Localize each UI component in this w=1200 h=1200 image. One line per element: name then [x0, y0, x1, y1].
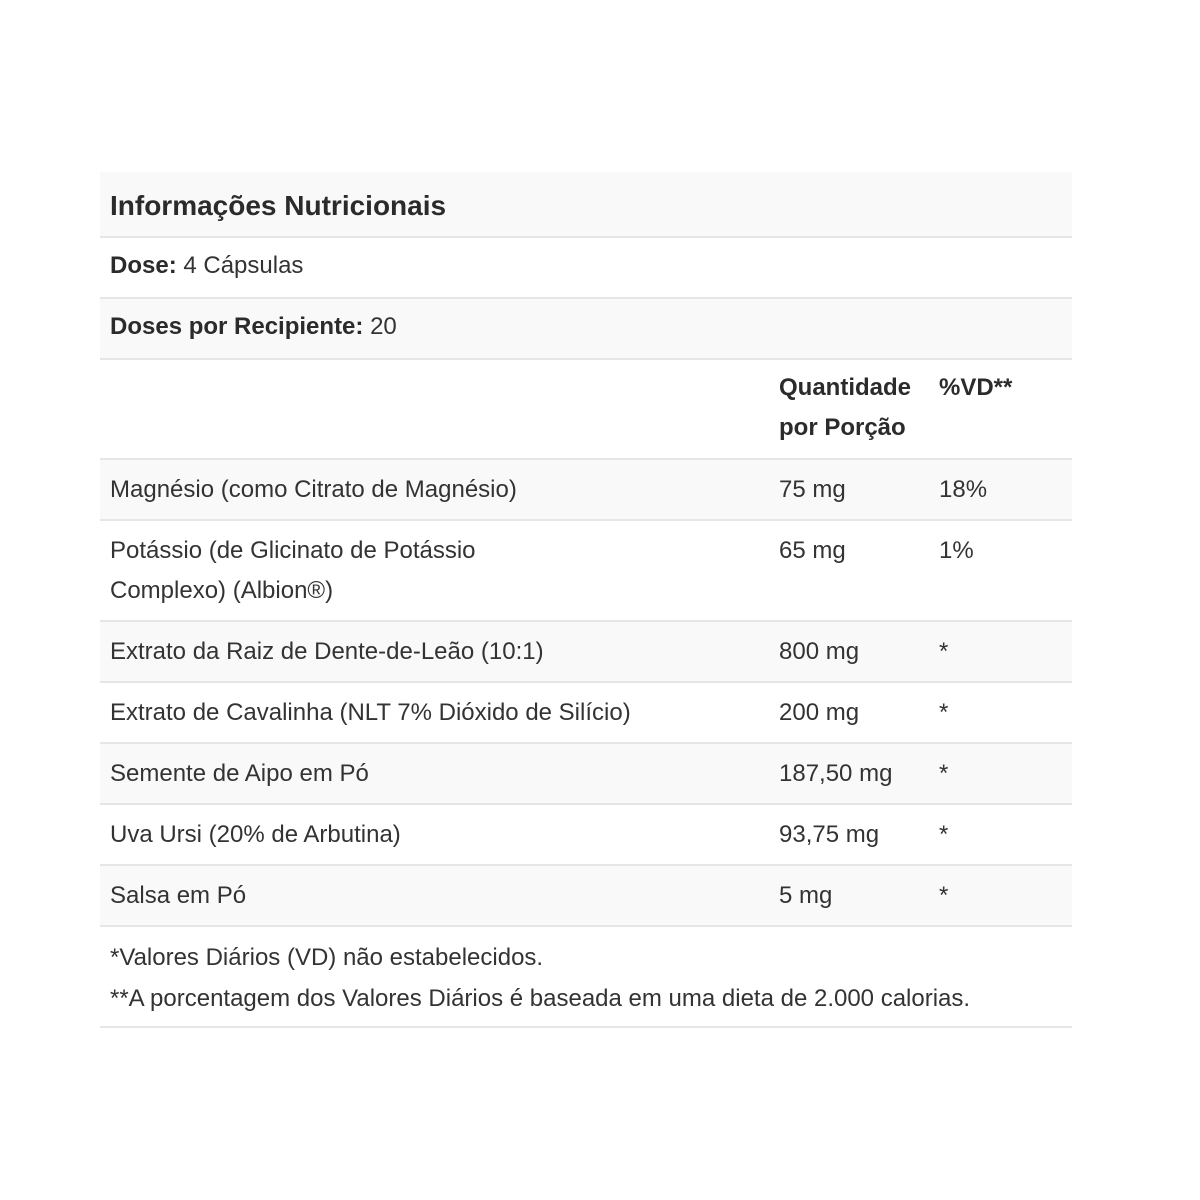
ingredient-amount: 65 mg	[779, 537, 846, 564]
ingredient-dv: *	[939, 882, 949, 909]
ingredient-dv: *	[939, 699, 949, 726]
ingredient-name: Uva Ursi (20% de Arbutina)	[110, 821, 401, 848]
table-row	[100, 683, 1072, 744]
ingredient-name-line1: Potássio (de Glicinato de Potássio	[110, 537, 476, 564]
dose-row	[100, 238, 1072, 299]
header-dv-cell: %VD**	[939, 374, 1013, 401]
ingredient-amount: 93,75 mg	[779, 821, 880, 848]
header-amount-cell	[779, 368, 939, 448]
ingredient-name: Semente de Aipo em Pó	[110, 760, 369, 787]
ingredient-dv: 18%	[939, 476, 988, 503]
ingredient-name-line2: Complexo) (Albion®)	[110, 577, 334, 604]
ingredient-dv: 1%	[939, 537, 974, 564]
header-amount-line1: Quantidade	[779, 374, 912, 401]
doses-per-container-label: Doses por Recipiente:	[110, 313, 364, 340]
footnotes	[100, 927, 1072, 1028]
table-row	[100, 622, 1072, 683]
table-row	[100, 521, 1072, 622]
ingredient-name	[110, 531, 779, 611]
ingredient-amount: 187,50 mg	[779, 760, 893, 787]
ingredient-dv: *	[939, 821, 949, 848]
footnote-dv-not-established: *Valores Diários (VD) não estabelecidos.	[110, 944, 544, 971]
ingredient-name: Extrato de Cavalinha (NLT 7% Dióxido de Silício)	[110, 699, 631, 726]
doses-per-container-value: 20	[363, 313, 397, 340]
footnote-dv-basis: **A porcentagem dos Valores Diários é baseada em uma dieta de 2.000 calorias.	[110, 985, 971, 1012]
table-title-text: Informações Nutricionais	[110, 190, 447, 221]
ingredient-amount: 75 mg	[779, 476, 846, 503]
ingredient-name: Salsa em Pó	[110, 882, 247, 909]
ingredient-amount: 800 mg	[779, 638, 860, 665]
ingredient-amount: 5 mg	[779, 882, 833, 909]
header-amount-line2: por Porção	[779, 414, 906, 441]
table-row	[100, 805, 1072, 866]
doses-per-container-row	[100, 299, 1072, 360]
table-title	[100, 172, 1072, 238]
table-row	[100, 744, 1072, 805]
ingredient-dv: *	[939, 638, 949, 665]
ingredient-dv: *	[939, 760, 949, 787]
ingredient-name: Extrato da Raiz de Dente-de-Leão (10:1)	[110, 638, 544, 665]
dose-label: Dose:	[110, 252, 177, 279]
dose-value: 4 Cápsulas	[176, 252, 304, 279]
nutrition-facts-table	[100, 172, 1072, 1028]
table-row	[100, 866, 1072, 927]
ingredient-amount: 200 mg	[779, 699, 860, 726]
table-row	[100, 460, 1072, 521]
column-header-row	[100, 360, 1072, 460]
ingredient-name: Magnésio (como Citrato de Magnésio)	[110, 476, 517, 503]
